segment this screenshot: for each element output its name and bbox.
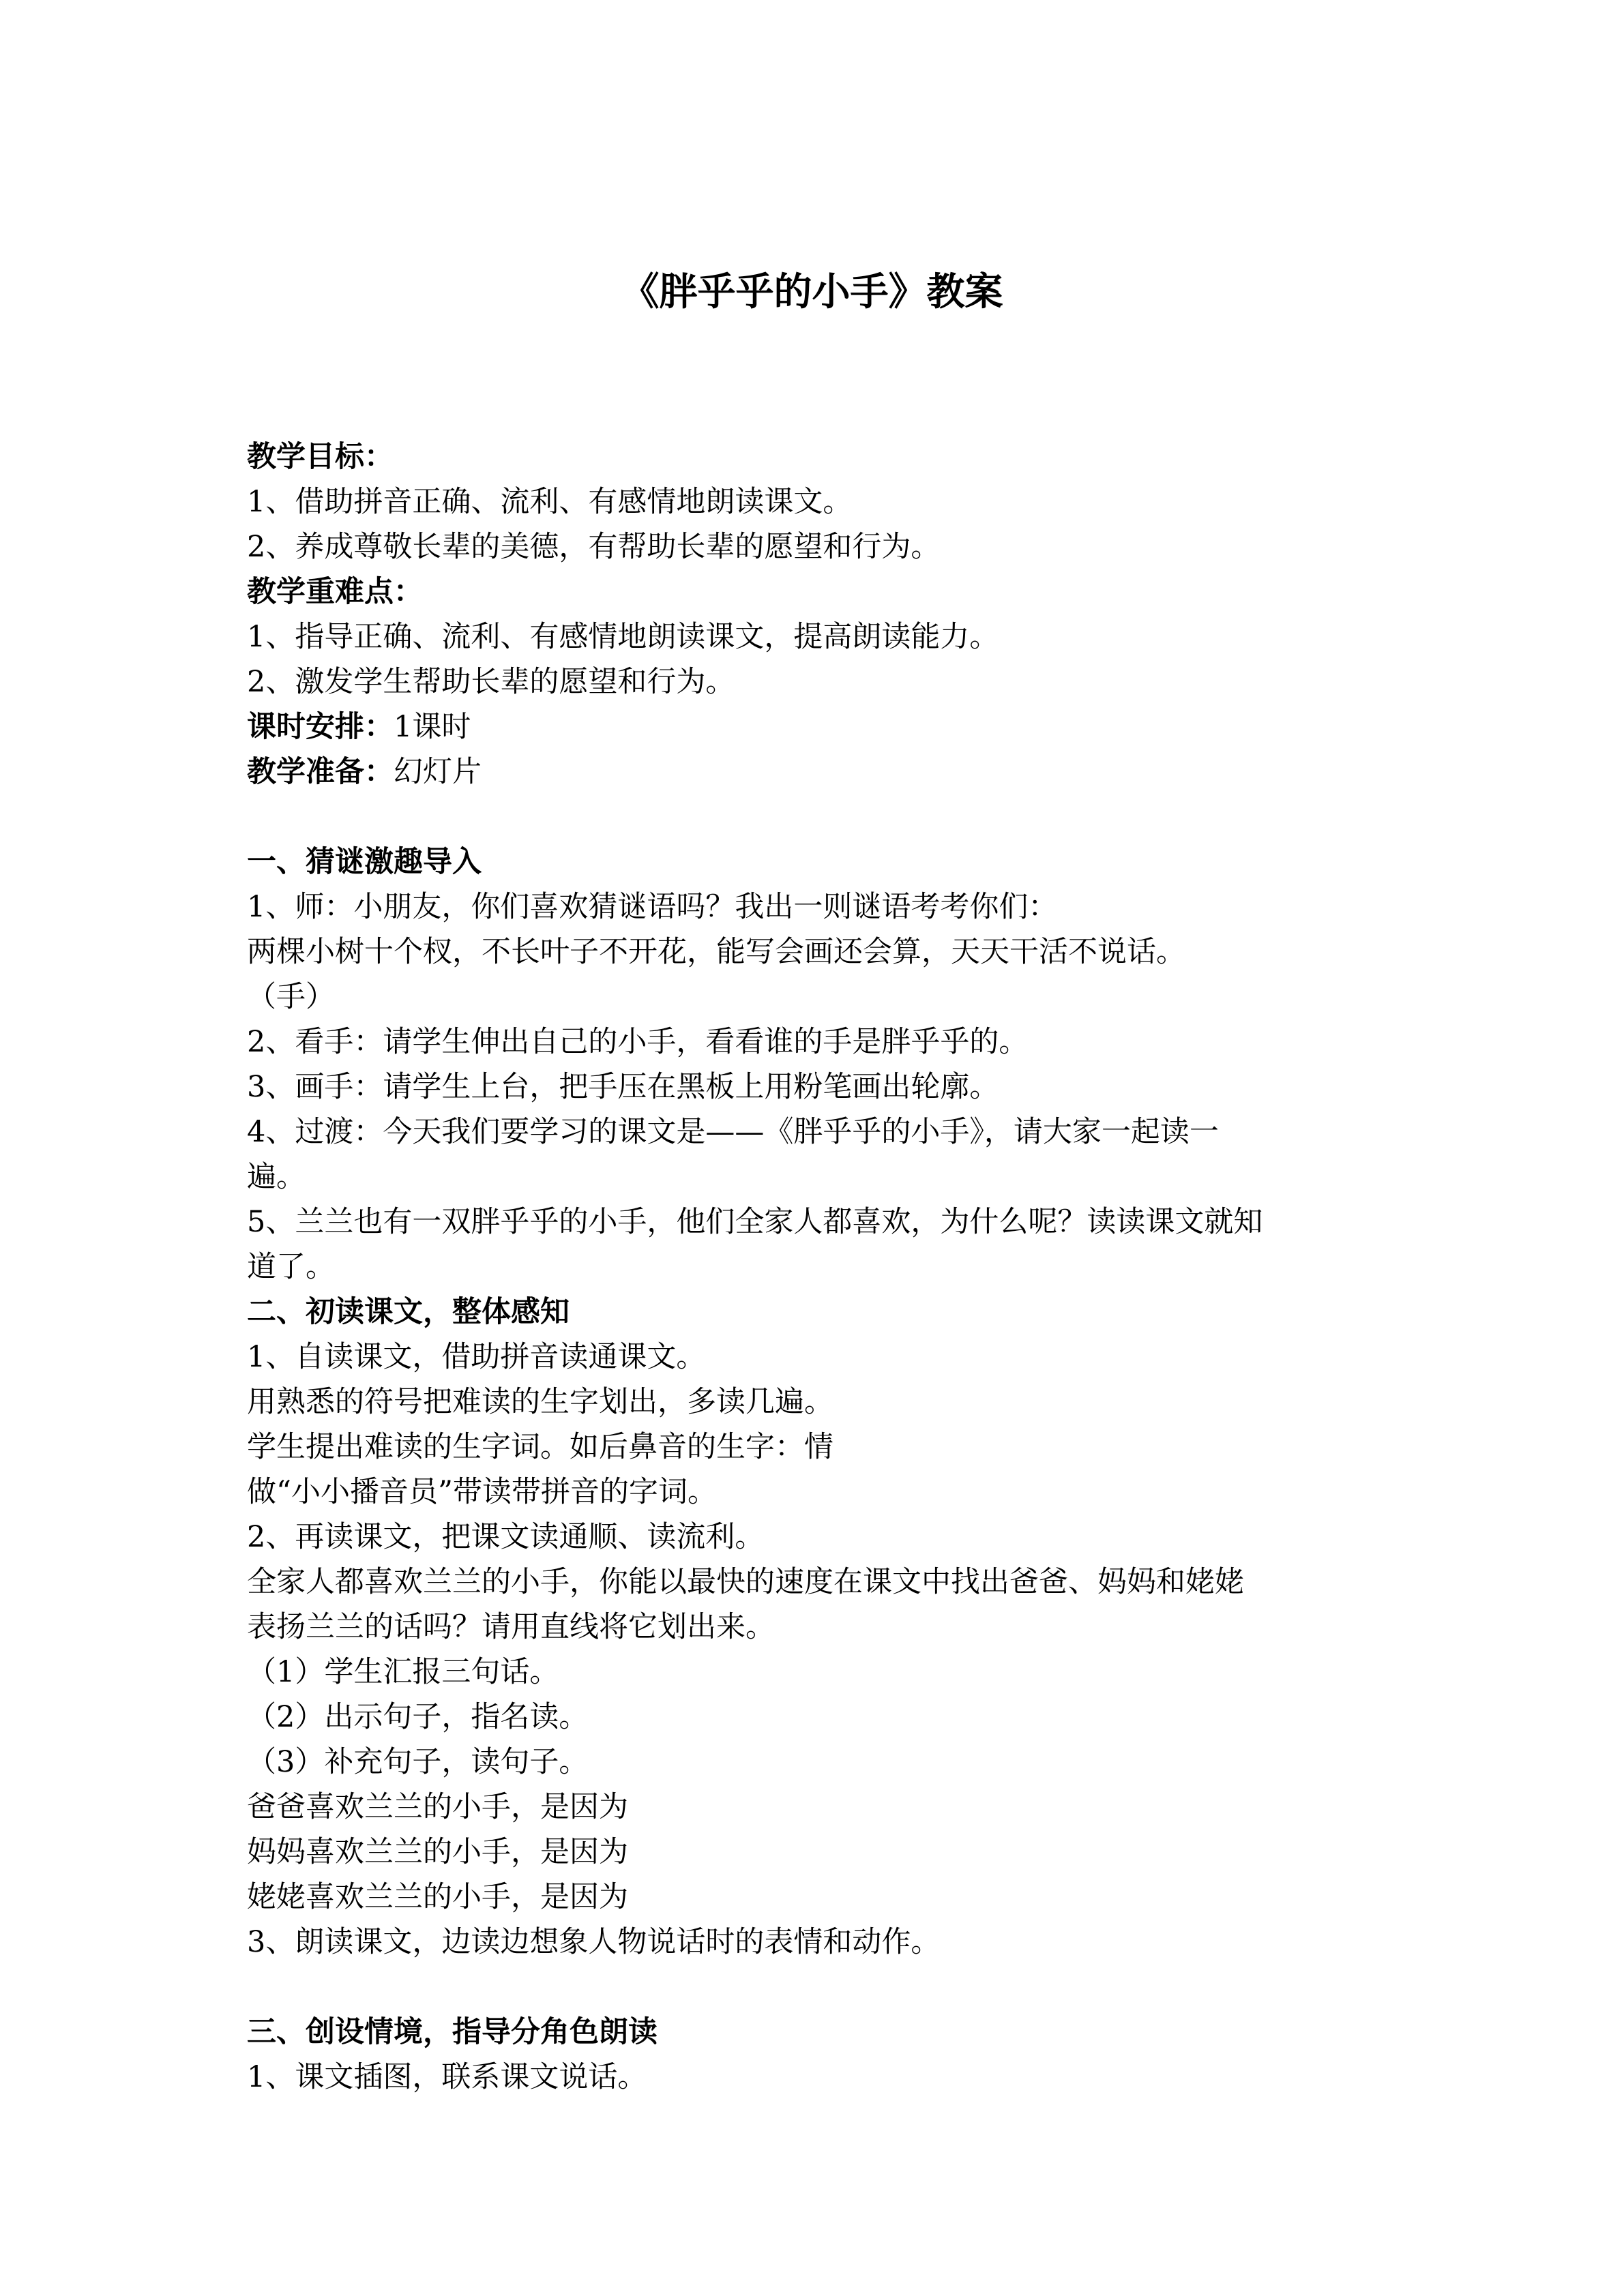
objective-item: 2、养成尊敬长辈的美德，有帮助长辈的愿望和行为。 xyxy=(247,530,941,564)
section2-line: 爸爸喜欢兰兰的小手，是因为 xyxy=(247,1790,628,1824)
spacer xyxy=(247,1965,1379,2010)
preparation-value: 幻灯片 xyxy=(394,755,482,789)
section1-line: （手） xyxy=(247,980,335,1014)
schedule-line xyxy=(247,704,1379,749)
section1-line: 3、画手：请学生上台，把手压在黑板上用粉笔画出轮廓。 xyxy=(247,1070,999,1104)
document-body xyxy=(247,434,1379,2100)
schedule-value: 1课时 xyxy=(394,710,471,744)
section1-line: 遍。 xyxy=(247,1160,306,1194)
section2-line: 表扬兰兰的话吗？请用直线将它划出来。 xyxy=(247,1610,775,1644)
section1-line: 道了。 xyxy=(247,1250,335,1284)
section2-line: 做“小小播音员”带读带拼音的字词。 xyxy=(247,1475,717,1509)
objective-item: 1、借助拼音正确、流利、有感情地朗读课文。 xyxy=(247,485,853,519)
spacer xyxy=(247,794,1379,839)
section2-line: 学生提出难读的生字词。如后鼻音的生字：情 xyxy=(247,1430,833,1464)
objectives-heading: 教学目标： xyxy=(247,440,394,474)
section2-line: 全家人都喜欢兰兰的小手，你能以最快的速度在课文中找出爸爸、妈妈和姥姥 xyxy=(247,1565,1244,1599)
section1-line: 两棵小树十个杈，不长叶子不开花，能写会画还会算，天天干活不说话。 xyxy=(247,935,1185,969)
section2-line: （1）学生汇报三句话。 xyxy=(247,1655,559,1689)
section2-line: （3）补充句子，读句子。 xyxy=(247,1745,589,1779)
key-point-item: 2、激发学生帮助长辈的愿望和行为。 xyxy=(247,665,735,699)
section1-line: 2、看手：请学生伸出自己的小手，看看谁的手是胖乎乎的。 xyxy=(247,1025,1029,1059)
section1-line: 4、过渡：今天我们要学习的课文是——《胖乎乎的小手》，请大家一起读一 xyxy=(247,1115,1219,1149)
key-point-item: 1、指导正确、流利、有感情地朗读课文，提高朗读能力。 xyxy=(247,620,999,654)
section2-line: 2、再读课文，把课文读通顺、读流利。 xyxy=(247,1520,765,1554)
section2-line: 妈妈喜欢兰兰的小手，是因为 xyxy=(247,1835,628,1869)
section2-heading: 二、初读课文，整体感知 xyxy=(247,1295,570,1329)
section3-heading: 三、创设情境，指导分角色朗读 xyxy=(247,2015,658,2049)
section3-line: 1、课文插图，联系课文说话。 xyxy=(247,2060,647,2094)
preparation-label: 教学准备： xyxy=(247,755,394,789)
preparation-line xyxy=(247,749,1379,794)
section2-line: 1、自读课文，借助拼音读通课文。 xyxy=(247,1340,706,1374)
key-points-heading: 教学重难点： xyxy=(247,575,423,609)
section2-line: 姥姥喜欢兰兰的小手，是因为 xyxy=(247,1880,628,1914)
section1-line: 5、兰兰也有一双胖乎乎的小手，他们全家人都喜欢，为什么呢？读读课文就知 xyxy=(247,1205,1263,1239)
section2-line: 用熟悉的符号把难读的生字划出，多读几遍。 xyxy=(247,1385,833,1419)
page-title: 《胖乎乎的小手》教案 xyxy=(621,269,1003,314)
section1-line: 1、师：小朋友，你们喜欢猜谜语吗？我出一则谜语考考你们： xyxy=(247,890,1058,924)
schedule-label: 课时安排： xyxy=(247,710,394,744)
section2-line: 3、朗读课文，边读边想象人物说话时的表情和动作。 xyxy=(247,1925,941,1959)
section2-line: （2）出示句子，指名读。 xyxy=(247,1700,589,1734)
section1-heading: 一、猜谜激趣导入 xyxy=(247,845,482,879)
